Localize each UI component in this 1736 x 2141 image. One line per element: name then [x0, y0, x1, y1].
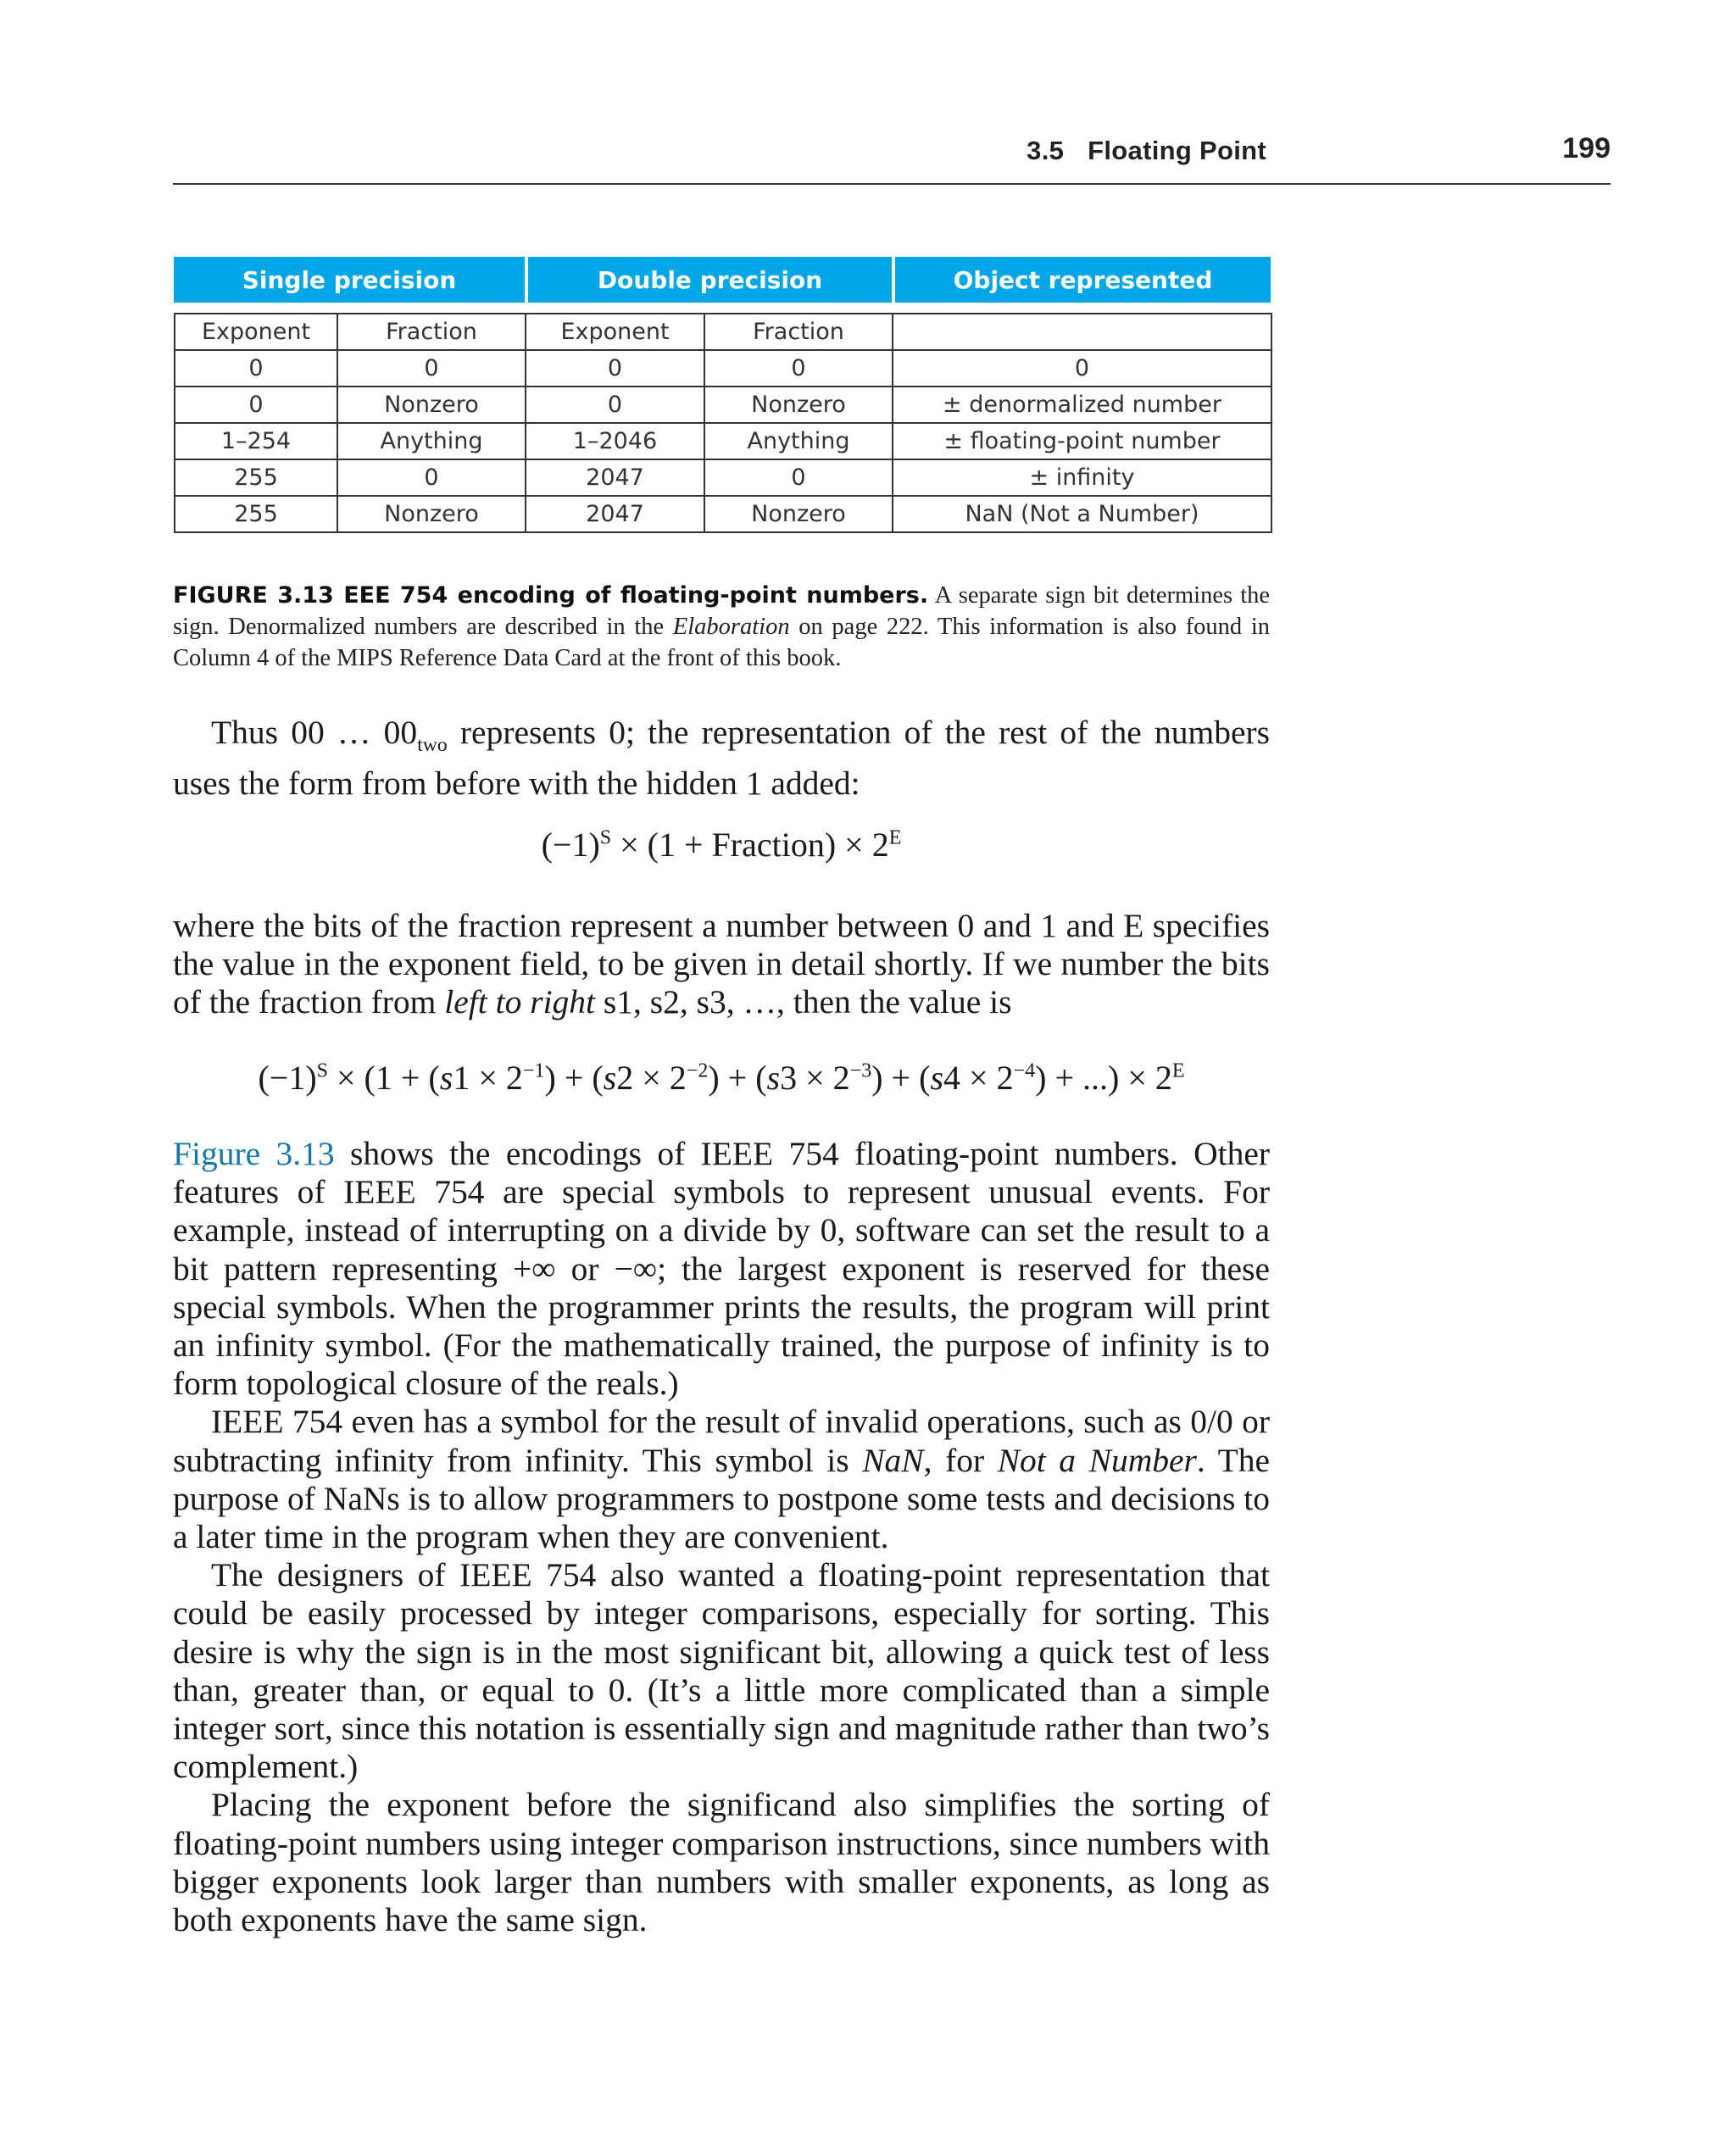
table-cell: 0 [526, 350, 704, 386]
paragraph-5: The designers of IEEE 754 also wanted a floating-point representation that could be easily processed by integer comparisons, especially for sorting. This desire is why the sign is in the most significant bit, allowing a quick test of less than, greater than, or equal to 0. (It’s a little more complicated than a simple integer sort, since this notation is essentially sign and magnitude rather than two’s complement.) [173, 1556, 1270, 1786]
figure-caption [173, 580, 1270, 674]
formula-sup: −4 [1013, 1059, 1036, 1082]
figure-link[interactable]: Figure 3.13 [173, 1135, 335, 1172]
table-cell: 0 [526, 386, 704, 423]
paragraph-3 [173, 1135, 1270, 1403]
formula-italic: s [930, 1059, 944, 1097]
formula-part: × (1 + ( [328, 1059, 440, 1097]
formula-sup: −3 [849, 1059, 872, 1082]
group-object-represented: Object represented [895, 257, 1271, 303]
table-cell: Nonzero [704, 496, 893, 532]
table-cell: 0 [175, 350, 337, 386]
formula-part: ) + ( [708, 1059, 767, 1097]
text: Thus 00 … 00 [211, 714, 418, 751]
formula-value [173, 825, 1270, 865]
text: IEEE 754 even has a symbol for the result of invalid operations, such as 0/0 or subtracting infinity from infinity. This symbol is [173, 1403, 1270, 1479]
text: shows the encodings of IEEE 754 floating-point numbers. Other features of IEEE 754 are special symbols to represent unusual events. For example, instead of interrupting on a divide by 0, software can set the result to a bit pattern representing +∞ or −∞; the largest exponent is reserved for these special symbols. When the programmer prints the results, the program will print an infinity symbol. (For the mathematically trained, the purpose of infinity is to form topological closure of the reals.) [173, 1135, 1271, 1403]
table-cell: 255 [175, 459, 337, 496]
paragraph-1 [173, 714, 1270, 803]
table-cell: Anything [337, 423, 526, 459]
table-cell: Nonzero [337, 386, 526, 423]
table-cell: 255 [175, 496, 337, 532]
table-row [175, 386, 1271, 423]
formula-sup: −1 [522, 1059, 545, 1082]
formula-italic: s [439, 1059, 453, 1097]
table-cell: 0 [704, 350, 893, 386]
table-cell: 0 [893, 350, 1271, 386]
figure-label: FIGURE 3.13 EEE 754 encoding of floating-point numbers. [173, 582, 929, 609]
formula-sup: E [888, 826, 902, 849]
table-row [175, 350, 1271, 386]
table-cell: 2047 [526, 459, 704, 496]
formula-sup: S [599, 826, 612, 849]
italic-text: left to right [444, 983, 596, 1021]
formula-expanded [173, 1058, 1270, 1098]
formula-sup: S [316, 1059, 328, 1082]
subheader-row [175, 314, 1271, 350]
page-number: 199 [1562, 132, 1611, 164]
formula-sup: −2 [686, 1059, 709, 1082]
running-head [1027, 136, 1266, 166]
caption-italic: Elaboration [672, 614, 790, 640]
group-double-precision: Double precision [528, 257, 892, 303]
formula-part: 3 × 2 [780, 1059, 850, 1097]
italic-text: NaN [862, 1441, 924, 1479]
table-cell: 1–254 [175, 423, 337, 459]
paragraph-2 [173, 907, 1270, 1022]
table-cell: ± infinity [893, 459, 1271, 496]
text: represents 0; the representation of the rest of the numbers uses the form from before with the hidden 1 added: [173, 714, 1271, 803]
group-single-precision: Single precision [174, 257, 525, 303]
text: , for [923, 1441, 985, 1479]
encoding-grid [174, 313, 1272, 533]
formula-italic: s [603, 1059, 617, 1097]
table-cell: NaN (Not a Number) [893, 496, 1271, 532]
text: s1, s2, s3, …, then the value is [603, 983, 1012, 1021]
formula-part: (−1) [541, 826, 600, 864]
table-header-cell: Exponent [175, 314, 337, 350]
table-row [175, 459, 1271, 496]
table-cell: Nonzero [704, 386, 893, 423]
table-cell: 2047 [526, 496, 704, 532]
table-header-cell: Exponent [526, 314, 704, 350]
formula-part: 2 × 2 [616, 1059, 687, 1097]
formula-part: ) + ( [871, 1059, 931, 1097]
table-header-cell: Fraction [337, 314, 526, 350]
table-cell: ± floating-point number [893, 423, 1271, 459]
formula-part: 4 × 2 [943, 1059, 1014, 1097]
encoding-table [174, 257, 1271, 533]
table-row [175, 496, 1271, 532]
formula-part: ) + ( [544, 1059, 604, 1097]
table-cell: Anything [704, 423, 893, 459]
section-number: 3.5 [1027, 136, 1065, 165]
formula-part: (−1) [258, 1059, 317, 1097]
table-cell: 0 [704, 459, 893, 496]
paragraph-4 [173, 1403, 1270, 1556]
table-cell: 0 [175, 386, 337, 423]
text: . The purpose of NaNs is to allow programmers to postpone some tests and decisions to a later time in the program when they are convenient. [173, 1441, 1270, 1556]
table-header-cell: Fraction [704, 314, 893, 350]
page-header [173, 127, 1611, 185]
section-title: Floating Point [1088, 136, 1266, 165]
caption-text: on page 222. This information is also found in Column 4 of the MIPS Reference Data Card at the front of this book. [173, 614, 1271, 671]
table-group-header [174, 257, 1271, 303]
formula-part: × (1 + Fraction) × 2 [611, 826, 889, 864]
text: where the bits of the fraction represent a number between 0 and 1 and E specifies the value in the exponent field, to be given in detail shortly. If we number the bits of the fraction from [173, 907, 1270, 1021]
subscript-two: two [417, 733, 448, 756]
formula-sup: E [1171, 1059, 1185, 1082]
table-cell: 1–2046 [526, 423, 704, 459]
table-cell: ± denormalized number [893, 386, 1271, 423]
table-cell: 0 [337, 350, 526, 386]
caption-text: A separate sign bit determines the sign. Denormalized numbers are described in the [173, 582, 1271, 640]
table-header-cell [893, 314, 1271, 350]
paragraph-6: Placing the exponent before the significand also simplifies the sorting of floating-point numbers using integer comparison instructions, since numbers with bigger exponents look larger than numbers with smaller exponents, as long as both exponents have the same sign. [173, 1786, 1270, 1939]
formula-italic: s [766, 1059, 781, 1097]
table-row [175, 423, 1271, 459]
table-cell: 0 [337, 459, 526, 496]
italic-text: Not a Number [997, 1441, 1197, 1479]
formula-part: 1 × 2 [453, 1059, 523, 1097]
table-cell: Nonzero [337, 496, 526, 532]
formula-part: ) + ...) × 2 [1035, 1059, 1172, 1097]
body-paragraphs [173, 1135, 1270, 1939]
